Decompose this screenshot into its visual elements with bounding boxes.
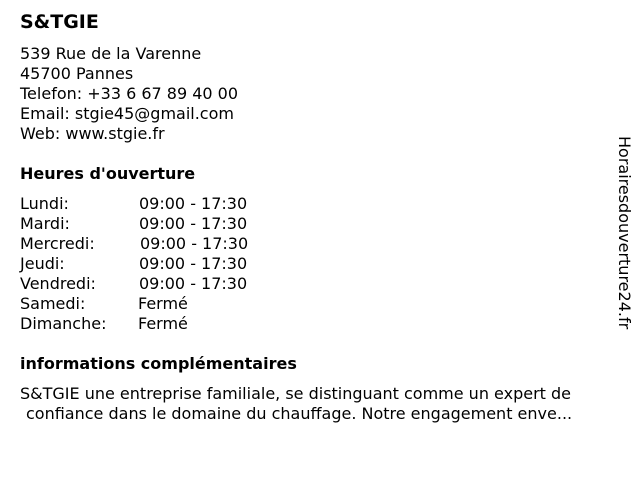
email-line: Email: stgie45@gmail.com [20, 104, 234, 123]
site-watermark [612, 136, 636, 346]
day-label: Vendredi: [20, 274, 96, 293]
day-hours: 09:00 - 17:30 [139, 214, 248, 233]
business-name: S&TGIE [20, 11, 99, 33]
address-line-1: 539 Rue de la Varenne [20, 44, 202, 63]
day-hours: 09:00 - 17:30 [139, 194, 248, 213]
phone-line: Telefon: +33 6 67 89 40 00 [20, 84, 239, 103]
info-heading: informations complémentaires [20, 354, 297, 373]
day-label: Lundi: [20, 194, 69, 213]
day-hours: Fermé [138, 294, 188, 313]
day-hours: 09:00 - 17:30 [139, 274, 248, 293]
day-hours: Fermé [138, 314, 188, 333]
info-line-2: confiance dans le domaine du chauffage. Notre engagement enve... [26, 404, 573, 423]
web-line: Web: www.stgie.fr [20, 124, 165, 143]
info-description [20, 384, 630, 424]
info-line-1: S&TGIE une entreprise familiale, se distinguant comme un expert de [20, 384, 572, 403]
contact-block [20, 44, 238, 144]
day-hours: 09:00 - 17:30 [139, 254, 248, 273]
day-label: Dimanche: [20, 314, 107, 333]
day-label: Samedi: [20, 294, 86, 313]
day-label: Mercredi: [20, 234, 95, 253]
site-watermark-text: Horairesdouverture24.fr [615, 136, 634, 330]
address-line-2: 45700 Pannes [20, 64, 134, 83]
day-label: Jeudi: [20, 254, 65, 273]
day-label: Mardi: [20, 214, 70, 233]
hours-heading: Heures d'ouverture [20, 164, 196, 183]
day-hours: 09:00 - 17:30 [140, 234, 249, 253]
